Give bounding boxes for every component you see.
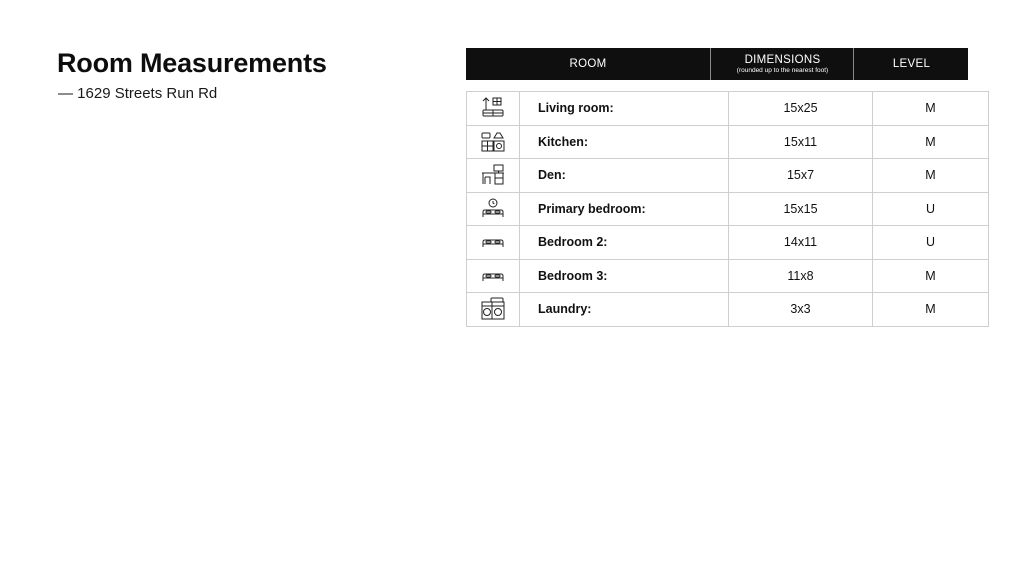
room-dimensions: 3x3: [729, 293, 873, 327]
page-title: Room Measurements: [57, 48, 327, 78]
room-level: U: [873, 192, 989, 226]
room-name: Bedroom 3:: [520, 259, 729, 293]
header-level-label: LEVEL: [892, 58, 931, 70]
room-level: M: [873, 125, 989, 159]
room-level: M: [873, 259, 989, 293]
header-dimensions-label: DIMENSIONS: [744, 54, 821, 66]
room-dimensions: 15x7: [729, 159, 873, 193]
table-row: [467, 159, 989, 193]
room-level: M: [873, 92, 989, 126]
room-name: Kitchen:: [520, 125, 729, 159]
room-name: Living room:: [520, 92, 729, 126]
header-dimensions-note: (rounded up to the nearest foot): [736, 67, 829, 74]
living-room-icon: [467, 92, 520, 126]
room-dimensions: 11x8: [729, 259, 873, 293]
table-row: [467, 192, 989, 226]
room-name: Den:: [520, 159, 729, 193]
table-row: [467, 259, 989, 293]
table-row: [467, 92, 989, 126]
room-name: Laundry:: [520, 293, 729, 327]
bed-icon: [467, 226, 520, 260]
room-dimensions: 15x25: [729, 92, 873, 126]
table-row: [467, 226, 989, 260]
table-header: [466, 48, 968, 80]
den-desk-icon: [467, 159, 520, 193]
header-room-label: ROOM: [569, 58, 607, 70]
room-level: M: [873, 293, 989, 327]
room-dimensions: 14x11: [729, 226, 873, 260]
header-level: [853, 48, 969, 80]
room-name: Primary bedroom:: [520, 192, 729, 226]
room-level: M: [873, 159, 989, 193]
page-subtitle: — 1629 Streets Run Rd: [58, 85, 218, 102]
room-table: [466, 91, 989, 327]
laundry-icon: [467, 293, 520, 327]
room-dimensions: 15x11: [729, 125, 873, 159]
room-level: U: [873, 226, 989, 260]
bed-icon: [467, 259, 520, 293]
room-dimensions: 15x15: [729, 192, 873, 226]
table-row: [467, 293, 989, 327]
header-dimensions: [710, 48, 854, 80]
header-room: [466, 48, 710, 80]
room-name: Bedroom 2:: [520, 226, 729, 260]
bedroom-clock-icon: [467, 192, 520, 226]
table-row: [467, 125, 989, 159]
kitchen-icon: [467, 125, 520, 159]
